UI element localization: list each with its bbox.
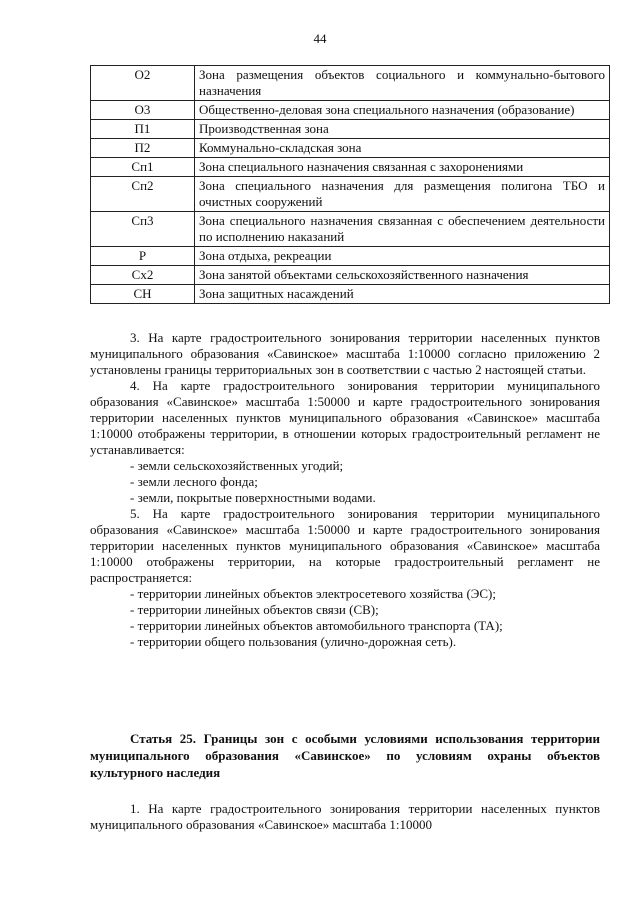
- zone-name: Производственная зона: [195, 120, 610, 139]
- zone-code: Сп1: [91, 158, 195, 177]
- zone-code: Сп3: [91, 212, 195, 247]
- paragraph-5: 5. На карте градостроительного зонирования территории муниципального образования «Савинское» масштаба 1:50000 и карте градостроительного зонирования территории населенных пунктов муниципального образования «Савинское» масштаба 1:10000 отображены территории, на которые градостроительный регламент не распространяется:: [90, 506, 600, 585]
- zone-code: О3: [91, 101, 195, 120]
- table-row: [91, 212, 610, 247]
- table-row: [91, 120, 610, 139]
- table-row: [91, 266, 610, 285]
- zone-name: Зона занятой объектами сельскохозяйственного назначения: [195, 266, 610, 285]
- article-section: [90, 730, 600, 833]
- zone-name: Зона отдыха, рекреации: [195, 247, 610, 266]
- table-row: [91, 101, 610, 120]
- zone-code: СН: [91, 285, 195, 304]
- zone-name: Зона специального назначения связанная с захоронениями: [195, 158, 610, 177]
- zone-code: П2: [91, 139, 195, 158]
- article-heading: Статья 25. Границы зон с особыми условиями использования территории муниципального образования «Савинское» по условиям охраны объектов культурного наследия: [90, 731, 600, 780]
- zone-code: Р: [91, 247, 195, 266]
- p4-item: - земли лесного фонда;: [130, 474, 258, 489]
- p5-item: - территории общего пользования (улично-дорожная сеть).: [130, 634, 457, 649]
- page-number: 44: [313, 31, 327, 46]
- p5-item: - территории линейных объектов электросетевого хозяйства (ЭС);: [130, 586, 496, 601]
- p4-item: - земли, покрытые поверхностными водами.: [130, 490, 376, 505]
- zone-name: Коммунально-складская зона: [195, 139, 610, 158]
- table-row: [91, 139, 610, 158]
- paragraph-3: 3. На карте градостроительного зонирования территории населенных пунктов муниципального образования «Савинское» масштаба 1:10000 согласно приложению 2 установлены границы территориальных зон в соответствии с частью 2 настоящей статьи.: [90, 330, 600, 377]
- paragraph-4: 4. На карте градостроительного зонирования территории муниципального образования «Савинское» масштаба 1:50000 и карте градостроительного зонирования территории населенных пунктов муниципального образования «Савинское» масштаба 1:10000 отображены территории, в отношении которых градостроительный регламент не устанавливается:: [90, 378, 600, 457]
- zone-name: Зона специального назначения связанная с обеспечением деятельности по исполнению наказаний: [195, 212, 610, 247]
- table-row: [91, 177, 610, 212]
- body-text: [90, 330, 600, 650]
- p4-item: - земли сельскохозяйственных угодий;: [130, 458, 344, 473]
- zone-name: Общественно-деловая зона специального назначения (образование): [195, 101, 610, 120]
- table-row: [91, 158, 610, 177]
- zone-code: Сп2: [91, 177, 195, 212]
- zones-table: [90, 65, 610, 304]
- p5-item: - территории линейных объектов автомобильного транспорта (ТА);: [130, 618, 503, 633]
- zone-name: Зона специального назначения для размещения полигона ТБО и очистных сооружений: [195, 177, 610, 212]
- zone-code: Сх2: [91, 266, 195, 285]
- zone-name: Зона защитных насаждений: [195, 285, 610, 304]
- table-row: [91, 66, 610, 101]
- zone-name: Зона размещения объектов социального и коммунально-бытового назначения: [195, 66, 610, 101]
- article-paragraph-1: 1. На карте градостроительного зонирования территории населенных пунктов муниципального образования «Савинское» масштаба 1:10000: [90, 801, 600, 832]
- p5-item: - территории линейных объектов связи (СВ);: [130, 602, 379, 617]
- table-row: [91, 247, 610, 266]
- zone-code: О2: [91, 66, 195, 101]
- table-row: [91, 285, 610, 304]
- zone-code: П1: [91, 120, 195, 139]
